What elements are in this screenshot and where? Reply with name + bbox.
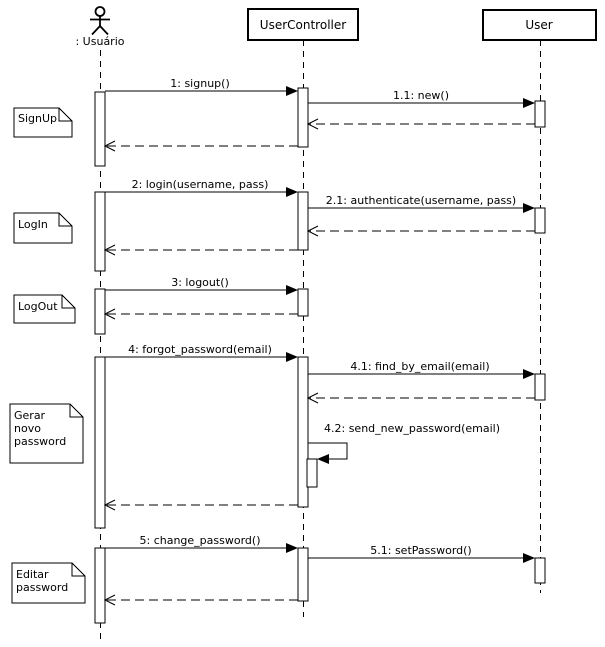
note-text-line2: novo [14,422,41,435]
return-2-usercontroller-to-usuario [105,141,298,151]
message-5-change-password [105,534,298,553]
activation-usuario-4 [95,357,105,528]
activation-usercontroller-5 [298,548,308,601]
arrowhead [523,369,535,379]
return-1-user-to-usercontroller [308,119,535,129]
return-4-usercontroller-to-usuario [105,245,298,255]
note-text-line3: password [14,435,67,448]
message-label: 2.1: authenticate(username, pass) [325,194,517,207]
message-label: 4.1: find_by_email(email) [350,360,490,373]
note-text-line2: password [16,581,69,594]
return-3-user-to-usercontroller [308,226,535,236]
message-4-1-find-by-email [308,360,535,379]
message-5-1-set-password [308,544,535,563]
arrowhead [286,86,298,96]
arrowhead [286,285,298,295]
message-label: 5.1: setPassword() [370,544,472,557]
object-usercontroller [248,9,358,40]
note-gerar-novo-password [10,404,83,463]
object-user [483,10,596,40]
message-label: 1.1: new() [392,89,450,102]
message-label: 4.2: send_new_password(email) [324,422,501,435]
message-label: 2: login(username, pass) [131,178,269,191]
return-6-user-to-usercontroller [308,393,535,403]
arrowhead [286,352,298,362]
activation-user-1 [535,101,545,127]
actor-usuario [75,7,124,48]
activation-user-4 [535,558,545,583]
message-4-2-send-new-password [307,422,500,487]
note-signup [14,108,72,137]
actor-icon [90,7,110,35]
return-8-usercontroller-to-usuario [105,595,298,605]
activation-usercontroller-2 [298,192,308,250]
return-7-usercontroller-to-usuario [105,500,298,510]
message-1-signup [105,77,298,96]
message-label: 1: signup() [170,77,230,90]
note-text: LogIn [18,218,48,231]
note-login [14,213,72,243]
activation-usuario-2 [95,192,105,271]
activation-usuario-1 [95,92,105,166]
arrowhead [523,98,535,108]
activation-user-3 [535,374,545,400]
arrowhead [523,203,535,213]
activation-usuario-3 [95,289,105,334]
actor-label: : Usuário [75,35,125,48]
message-label: 3: logout() [171,276,229,289]
activation-usercontroller-self [307,459,317,487]
note-logout [14,295,75,323]
arrowhead [286,187,298,197]
note-text-line1: Editar [16,568,49,581]
message-3-logout [105,276,298,295]
return-5-usercontroller-to-usuario [105,309,298,319]
message-2-1-authenticate [308,194,535,213]
note-editar-password [12,563,85,603]
activation-user-2 [535,208,545,233]
arrowhead [286,543,298,553]
note-text: SignUp [18,112,58,125]
note-text: LogOut [18,300,58,313]
object-label: UserController [259,18,347,32]
activation-usuario-5 [95,548,105,623]
activation-usercontroller-3 [298,289,308,316]
object-label: User [525,18,553,32]
arrowhead [523,553,535,563]
message-4-forgot-password [105,343,298,362]
arrowhead [317,454,329,464]
message-label: 5: change_password() [139,534,261,547]
activation-usercontroller-1 [298,88,308,147]
note-text-line1: Gerar [14,409,46,422]
message-2-login [105,178,298,197]
message-1-1-new [308,89,535,108]
message-label: 4: forgot_password(email) [128,343,272,356]
